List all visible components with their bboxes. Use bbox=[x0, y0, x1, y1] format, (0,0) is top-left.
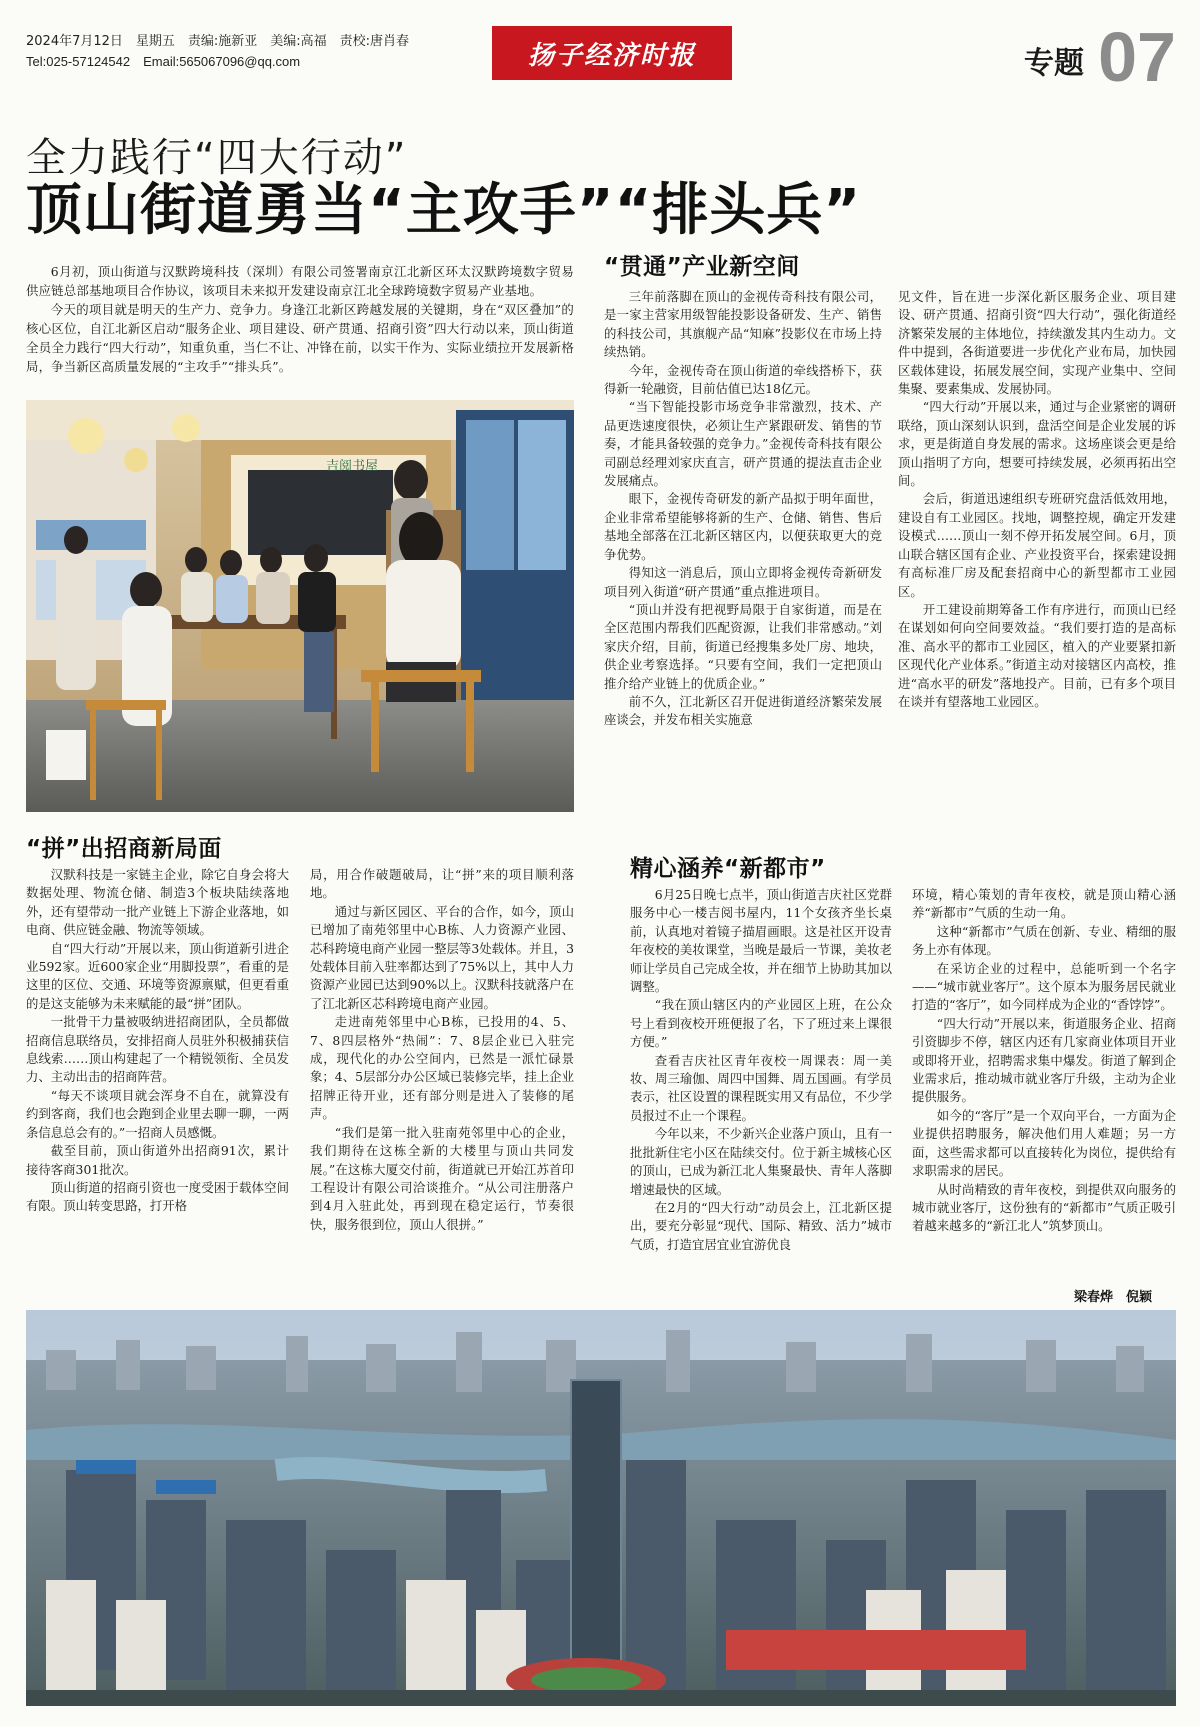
paragraph: 截至目前，顶山街道外出招商91次，累计接待客商301批次。 bbox=[26, 1143, 289, 1177]
paragraph: 这种“新都市”气质在创新、专业、精细的服务上亦有体现。 bbox=[912, 923, 1176, 958]
masthead bbox=[26, 18, 1176, 96]
paragraph: 查看吉庆社区青年夜校一周课表：周一美妆、周三瑜伽、周四中国舞、周五国画。有学员表示，社区设置的课程既实用又有品位，不少学员报过不止一个课程。 bbox=[630, 1052, 892, 1123]
paragraph: 今年以来，不少新兴企业落户顶山，且有一批批新住宅小区在陆续交付。位于新主城核心区的顶山，已成为新江北人集聚最快、青年人落脚增速最快的区域。 bbox=[630, 1126, 892, 1197]
paragraph: 顶山街道的招商引资也一度受困于载体空间有限。顶山转变思路，打开格 bbox=[26, 1179, 289, 1214]
section-label: 专题 bbox=[1024, 46, 1084, 81]
section-title-xindushi: 精心涵养“新都市” bbox=[630, 856, 826, 882]
lead-paragraph: 今天的项目就是明天的生产力、竞争力。身逢江北新区跨越发展的关键期，身在“双区叠加”的核心区位，自江北新区启动“服务企业、项目建设、研产贯通、招商引资”四大行动以来，顶山街道全员全力践行“四大行动”，知重负重，当仁不让、冲锋在前，以实干作为、实际业绩拉开发展新格局，争当新区高质量发展的“主攻手”“排头兵”。 bbox=[26, 302, 574, 374]
masthead-contact: Tel:025-57124542 Email:565067096@qq.com bbox=[26, 54, 301, 69]
article-lead bbox=[26, 262, 574, 376]
paragraph: “当下智能投影市场竞争非常激烈，技术、产品更迭速度很快，必须让生产紧跟研发、销售的节奏，才能具备较强的竞争力。”金视传奇科技有限公司副总经理刘家庆直言，研产贯通的提法直击企业发展痛点。 bbox=[604, 399, 882, 489]
masthead-date-editors: 2024年7月12日 星期五 责编:施新亚 美编:高福 责校:唐肖春 bbox=[26, 34, 410, 49]
section-title-pin: “拼”出招商新局面 bbox=[26, 836, 222, 862]
article-byline: 梁春烨 倪颖 bbox=[1074, 1290, 1153, 1305]
paragraph: 汉默科技是一家链主企业，除它自身会将大数据处理、物流仓储、制造3个板块陆续落地外，还有望带动一批产业链上下游企业落地，如电商、供应链金融、物流等领域。 bbox=[26, 867, 289, 938]
book-house-sign: 吉阅书屋 bbox=[326, 459, 379, 474]
paragraph: 三年前落脚在顶山的金视传奇科技有限公司，是一家主营家用级智能投影设备研发、生产、销售的科技公司，其旗舰产品“知麻”投影仪在市场上持续热销。 bbox=[604, 289, 882, 360]
paragraph: “每天不谈项目就会浑身不自在，就算没有约到客商，我们也会跑到企业里去聊一聊，一两条信息总会有的。”一招商人员感慨。 bbox=[26, 1087, 289, 1140]
paragraph: 见文件，旨在进一步深化新区服务企业、项目建设、研产贯通、招商引资“四大行动”，强化街道经济繁荣发展的主体地位，持续激发其内生动力。文件中提到，各街道要进一步优化产业布局，加快园区载体建设，拓展发展空间，实现产业集中、空间集聚、要素集成、发展协同。 bbox=[898, 289, 1176, 397]
paragraph: 走进南苑邻里中心B栋，已投用的4、5、7、8四层格外“热闹”：7、8层企业已入驻完成，现代化的办公空间内，已然是一派忙碌景象；4、5层部分办公区域已装修完毕，挂上企业招牌正待开业，还有部分则是进入了装修的尾声。 bbox=[310, 1014, 574, 1122]
article-headline: 顶山街道勇当“主攻手”“排头兵” bbox=[26, 178, 862, 243]
paragraph: 自“四大行动”开展以来，顶山街道新引进企业592家。近600家企业“用脚投票”，看重的是这里的区位、交通、环境等资源禀赋，但更看重的是这支能够为未来赋能的最“拼”团队。 bbox=[26, 940, 289, 1011]
section-title-guantong: “贯通”产业新空间 bbox=[604, 254, 800, 280]
paragraph: 在2月的“四大行动”动员会上，江北新区提出，要充分彰显“现代、国际、精致、活力”城市气质，打造宜居宜业宜游优良 bbox=[630, 1199, 892, 1252]
night-school-photo bbox=[26, 400, 574, 812]
xindushi-column-2 bbox=[912, 886, 1176, 1236]
paragraph: “顶山并没有把视野局限于自家街道，而是在全区范围内帮我们匹配资源，让我们非常感动。”刘家庆介绍，目前，街道已经搜集多处厂房、地块，供企业考察选择。“只要有空间，我们一定把顶山推介给产业链上的优质企业。” bbox=[604, 601, 882, 691]
paragraph: “四大行动”开展以来，通过与企业紧密的调研联络，顶山深刻认识到，盘活空间是企业发展的诉求，更是街道自身发展的需求。这场座谈会更是给顶山指明了方向，想要可持续发展，必须再拓出空间。 bbox=[898, 399, 1176, 489]
paragraph: 眼下，金视传奇研发的新产品拟于明年面世，企业非常希望能够将新的生产、仓储、销售、售后基地全部落在江北新区辖区内，以便获取更大的竞争优势。 bbox=[604, 491, 882, 562]
paragraph: 前不久，江北新区召开促进街道经济繁荣发展座谈会，并发布相关实施意 bbox=[604, 693, 882, 728]
paragraph: 6月25日晚七点半，顶山街道吉庆社区党群服务中心一楼吉阅书屋内，11个女孩齐坐长桌前，认真地对着镜子描眉画眼。这是社区开设青年夜校的美妆课堂，当晚是最后一节课，美妆老师让学员自己完成全妆，并在细节上协助其加以调整。 bbox=[630, 887, 892, 995]
guantong-column-1 bbox=[604, 288, 882, 730]
paragraph: 局，用合作破题破局，让“拼”来的项目顺利落地。 bbox=[310, 867, 574, 901]
paragraph: 在采访企业的过程中，总能听到一个名字——“城市就业客厅”。这个原本为服务居民就业打造的“客厅”，如今同样成为企业的“香饽饽”。 bbox=[912, 960, 1176, 1013]
pin-column-2 bbox=[310, 866, 574, 1234]
masthead-info bbox=[26, 32, 409, 72]
article-kicker: 全力践行“四大行动” bbox=[26, 135, 408, 181]
page-number: 07 bbox=[1098, 18, 1176, 96]
lead-paragraph: 6月初，顶山街道与汉默跨境科技（深圳）有限公司签署南京江北新区环太汉默跨境数字贸易供应链总部基地项目合作协议，该项目未来拟开发建设南京江北全球跨境数字贸易产业基地。 bbox=[26, 264, 574, 298]
paragraph: 如今的“客厅”是一个双向平台，一方面为企业提供招聘服务，解决他们用人难题；另一方面，这些需求都可以直接转化为岗位，提供给有求职需求的居民。 bbox=[912, 1107, 1176, 1179]
paragraph: 得知这一消息后，顶山立即将金视传奇新研发项目列入街道“研产贯通”重点推进项目。 bbox=[604, 565, 882, 599]
paragraph: 开工建设前期筹备工作有序进行，而顶山已经在谋划如何向空间要效益。“我们要打造的是高标准、高水平的都市工业园区，植入的产业要紧扣新区现代化产业体系。”街道主动对接辖区内高校，推进“高水平的研发”落地投产。目前，已有多个项目在谈并有望落地工业园区。 bbox=[898, 601, 1176, 709]
paragraph: 今年，金视传奇在顶山街道的牵线搭桥下，获得新一轮融资，目前估值已达18亿元。 bbox=[604, 362, 882, 397]
xindushi-column-1 bbox=[630, 886, 892, 1254]
pin-column-1 bbox=[26, 866, 289, 1216]
paragraph: 一批骨干力量被吸纳进招商团队，全员都做招商信息联络员，安排招商人员驻外积极捕获信息线索……顶山构建起了一个精锐领衔、全员发力、主动出击的招商阵营。 bbox=[26, 1014, 289, 1085]
paragraph: 通过与新区园区、平台的合作，如今，顶山已增加了南苑邻里中心B栋、人力资源产业园、芯科跨境电商产业园一整层等3处载体。并且，3处载体目前入驻率都达到了75%以上，其中人力资源产业园已达到90%以上。汉默科技就落户在了江北新区芯科跨境电商产业园。 bbox=[310, 903, 574, 1011]
newspaper-logo bbox=[492, 26, 732, 80]
paragraph: “我在顶山辖区内的产业园区上班，在公众号上看到夜校开班便报了名，下了班过来上课很方便。” bbox=[630, 997, 892, 1050]
paragraph: 环境，精心策划的青年夜校，就是顶山精心涵养“新都市”气质的生动一角。 bbox=[912, 887, 1176, 921]
paragraph: “四大行动”开展以来，街道服务企业、招商引资脚步不停，辖区内还有几家商业体项目开业或即将开业，招聘需求集中爆发。街道了解到企业需求后，推动城市就业客厅升级，主动为企业提供服务。 bbox=[912, 1015, 1176, 1105]
paragraph: 会后，街道迅速组织专班研究盘活低效用地，建设自有工业园区。找地，调整控规，确定开发建设模式……顶山一刻不停开拓发展空间。6月，顶山联合辖区国有企业、产业投资平台，探索建设拥有高标准厂房及配套招商中心的新型都市工业园区。 bbox=[898, 491, 1176, 599]
city-aerial-photo bbox=[26, 1310, 1176, 1706]
newspaper-logo-text: 扬子经济时报 bbox=[527, 40, 696, 71]
guantong-column-2 bbox=[898, 288, 1176, 711]
paragraph: “我们是第一批入驻南苑邻里中心的企业，我们期待在这栋全新的大楼里与顶山共同发展。”在这栋大厦交付前，街道就已开始江苏首印工程设计有限公司洽谈推介。“从公司注册落户到4月入驻此处，再到现在稳定运行，节奏很快，服务很到位，顶山人很拼。” bbox=[310, 1124, 574, 1232]
paragraph: 从时尚精致的青年夜校，到提供双向服务的城市就业客厅，这份独有的“新都市”气质正吸引着越来越多的“新江北人”筑梦顶山。 bbox=[912, 1181, 1176, 1234]
